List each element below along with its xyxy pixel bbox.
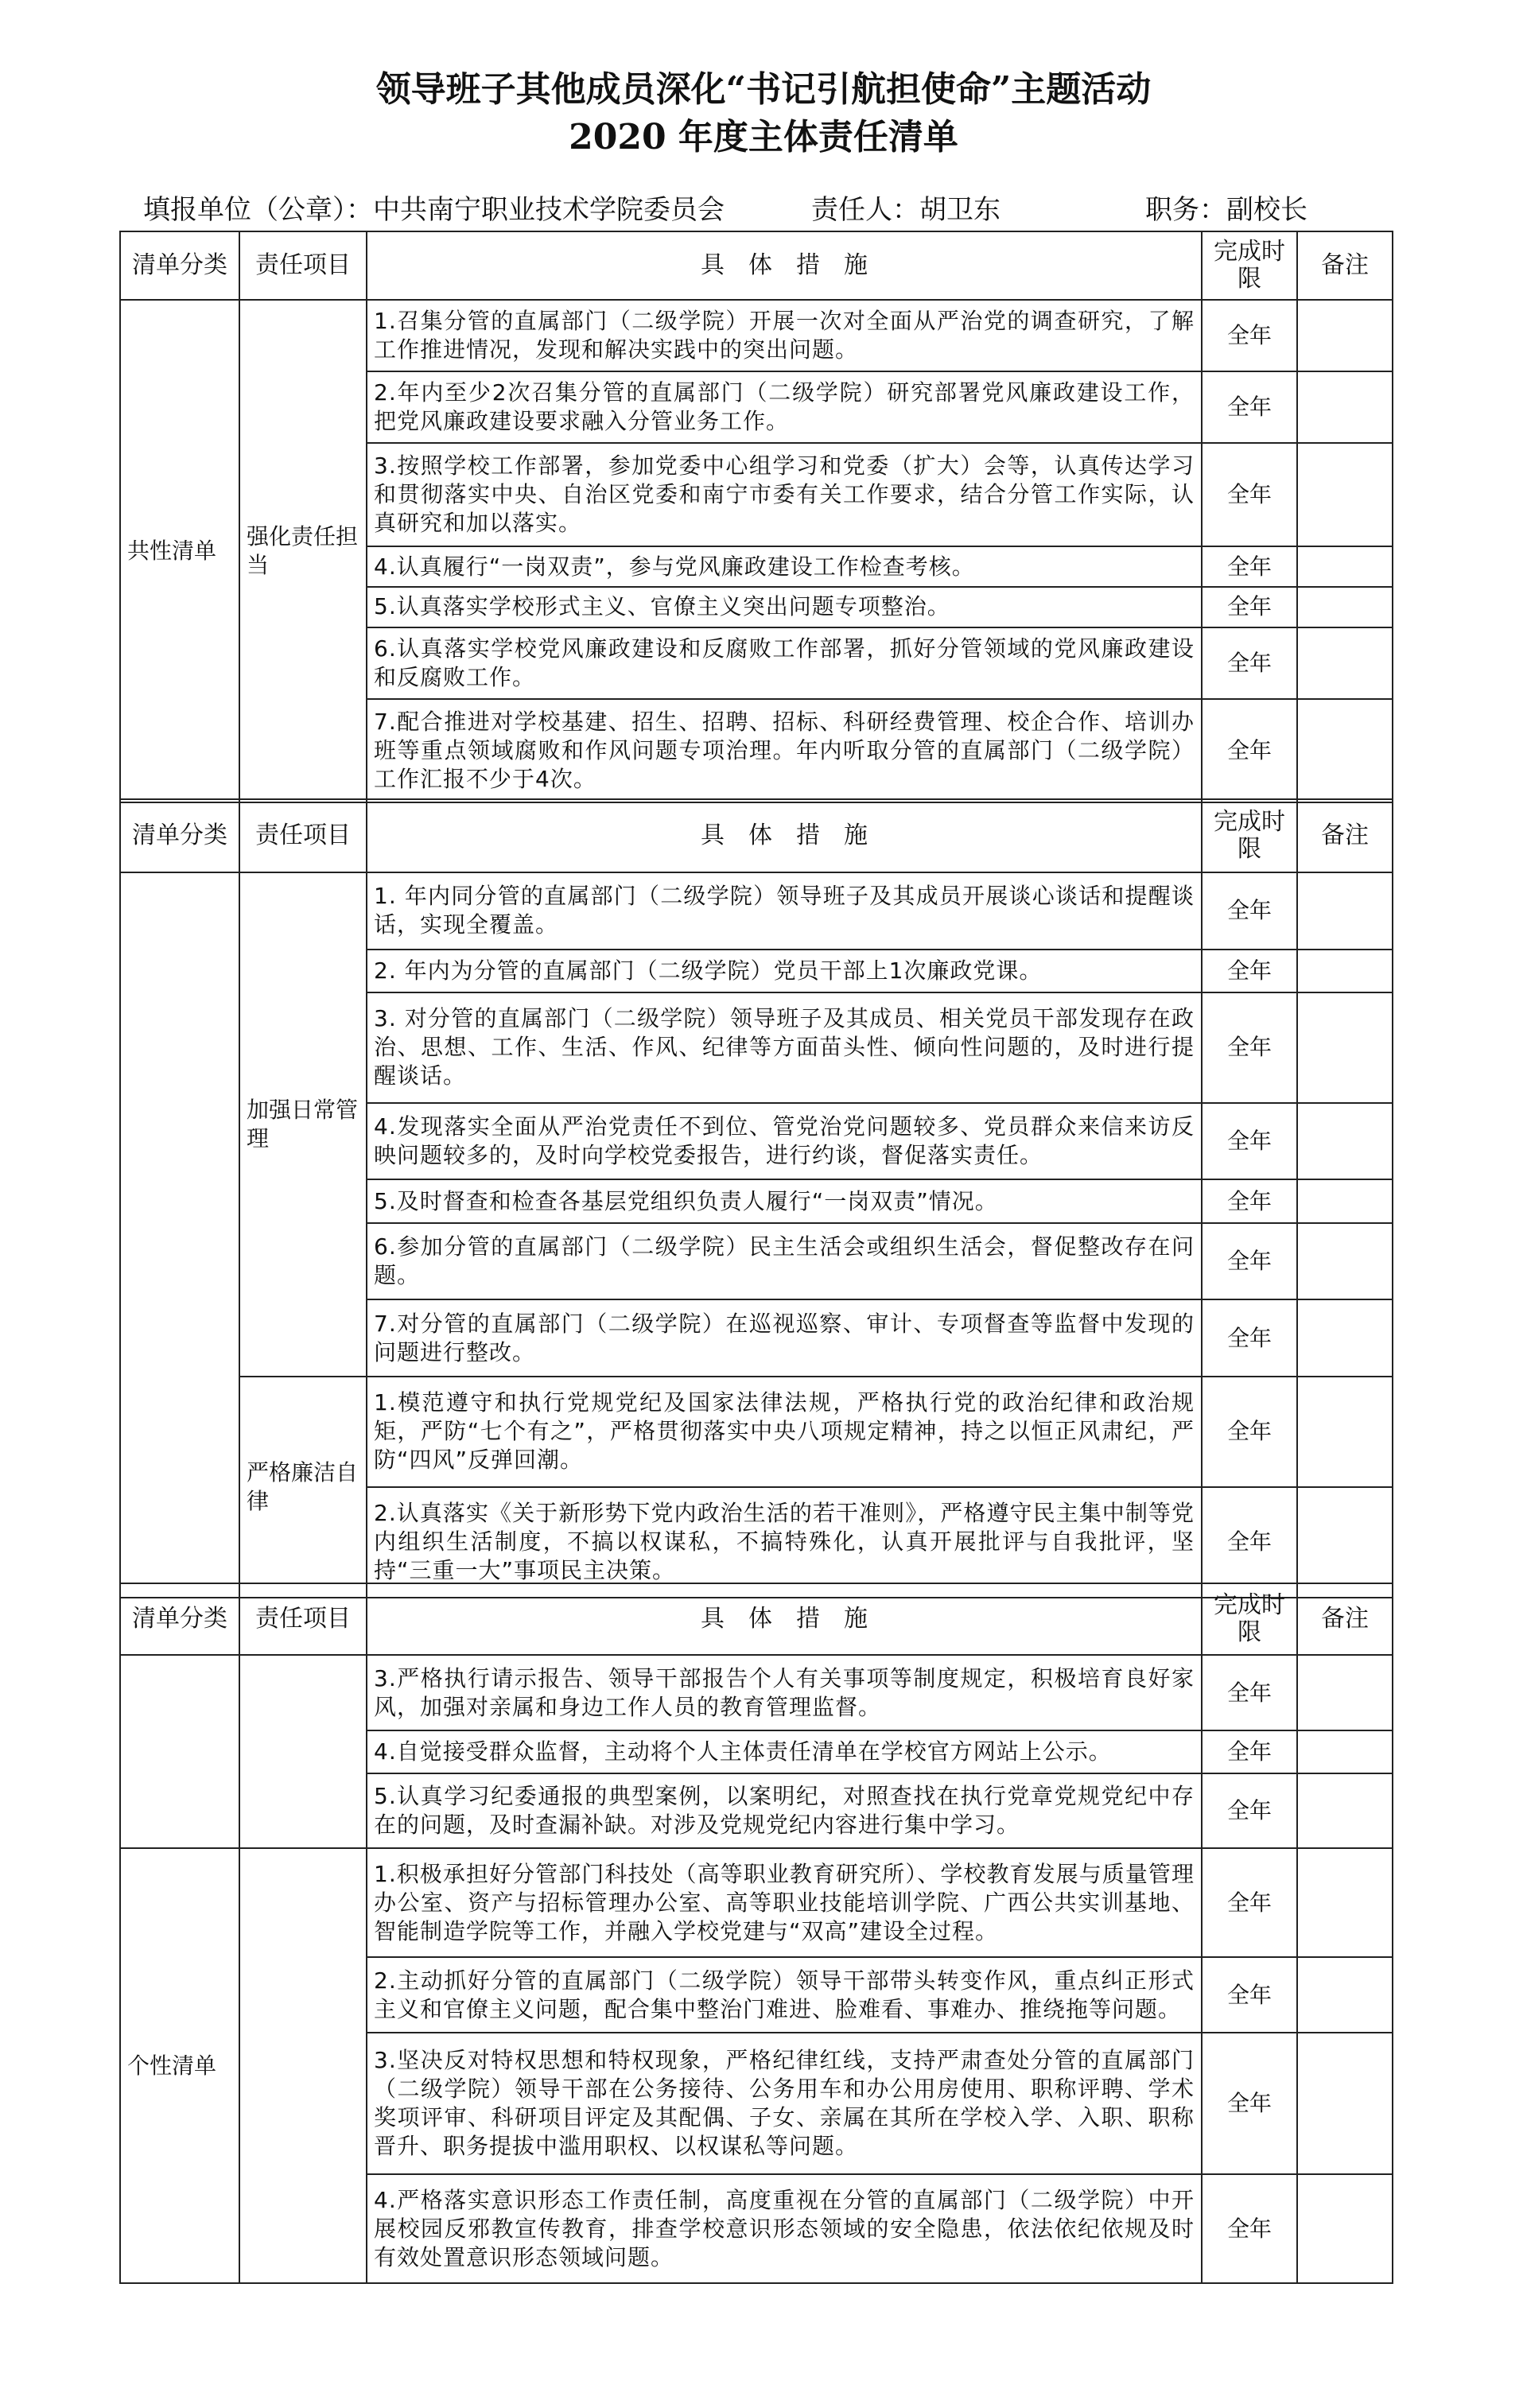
measure-cell: 5.认真学习纪委通报的典型案例，以案明纪，对照查找在执行党章党规党纪中存在的问题，及时查漏补缺。对涉及党规党纪内容进行集中学习。	[367, 1773, 1202, 1849]
deadline-cell: 全年	[1202, 371, 1297, 443]
measure-cell: 5.及时督查和检查各基层党组织负责人履行“一岗双责”情况。	[367, 1179, 1202, 1222]
measure-cell: 7.对分管的直属部门（二级学院）在巡视巡察、审计、专项督查等监督中发现的问题进行整改。	[367, 1299, 1202, 1377]
deadline-cell: 全年	[1202, 699, 1297, 802]
table-header	[120, 799, 1393, 872]
deadline-cell: 全年	[1202, 1299, 1297, 1377]
measure-cell: 6.认真落实学校党风廉政建设和反腐败工作部署，抓好分管领域的党风廉政建设和反腐败工作。	[367, 627, 1202, 699]
deadline-cell: 全年	[1202, 2033, 1297, 2174]
remark-cell	[1297, 1103, 1393, 1180]
deadline-cell: 全年	[1202, 1848, 1297, 1957]
measure-cell: 4.自觉接受群众监督，主动将个人主体责任清单在学校官方网站上公示。	[367, 1730, 1202, 1773]
remark-cell	[1297, 950, 1393, 992]
measure-cell: 4.严格落实意识形态工作责任制，高度重视在分管的直属部门（二级学院）中开展校园反邪教宣传教育，排查学校意识形态领域的安全隐患，依法依纪依规及时有效处置意识形态领域问题。	[367, 2174, 1202, 2283]
remark-cell	[1297, 1730, 1393, 1773]
remark-cell	[1297, 546, 1393, 587]
remark-cell	[1297, 872, 1393, 950]
measure-cell: 1. 年内同分管的直属部门（二级学院）领导班子及其成员开展谈心谈话和提醒谈话，实现全覆盖。	[367, 872, 1202, 950]
remark-cell	[1297, 1773, 1393, 1849]
category-cell	[120, 1655, 239, 1848]
item-cell	[239, 1655, 367, 1848]
header-item: 责任项目	[239, 231, 367, 300]
remark-cell	[1297, 587, 1393, 627]
header-measures: 具 体 措 施	[367, 799, 1202, 872]
measure-cell: 2.主动抓好分管的直属部门（二级学院）领导干部带头转变作风，重点纠正形式主义和官僚主义问题，配合集中整治门难进、脸难看、事难办、推绕拖等问题。	[367, 1957, 1202, 2033]
table-header	[120, 231, 1393, 300]
measure-cell: 3. 对分管的直属部门（二级学院）领导班子及其成员、相关党员干部发现存在政治、思想、工作、生活、作风、纪律等方面苗头性、倾向性问题的，及时进行提醒谈话。	[367, 992, 1202, 1103]
measure-cell: 2.认真落实《关于新形势下党内政治生活的若干准则》，严格遵守民主集中制等党内组织生活制度，不搞以权谋私，不搞特殊化，认真开展批评与自我批评，坚持“三重一大”事项民主决策。	[367, 1487, 1202, 1598]
category-cell	[120, 872, 239, 1598]
deadline-cell: 全年	[1202, 950, 1297, 992]
document-title-line2: 2020 年度主体责任清单	[569, 117, 958, 157]
measure-cell: 1.召集分管的直属部门（二级学院）开展一次对全面从严治党的调查研究，了解工作推进情况，发现和解决实践中的突出问题。	[367, 300, 1202, 371]
remark-cell	[1297, 1377, 1393, 1487]
measure-cell: 5.认真落实学校形式主义、官僚主义突出问题专项整治。	[367, 587, 1202, 627]
header-remark: 备注	[1297, 799, 1393, 872]
remark-cell	[1297, 1179, 1393, 1222]
table-row	[120, 300, 1393, 371]
responsibility-table-2	[119, 798, 1393, 1598]
table-header	[120, 1583, 1393, 1655]
deadline-cell: 全年	[1202, 627, 1297, 699]
category-cell: 个性清单	[120, 1848, 239, 2283]
responsibility-table-1	[119, 231, 1393, 803]
document-title-line1: 领导班子其他成员深化“书记引航担使命”主题活动	[375, 69, 1152, 110]
remark-cell	[1297, 1223, 1393, 1300]
header-remark: 备注	[1297, 231, 1393, 300]
deadline-cell: 全年	[1202, 1957, 1297, 2033]
remark-cell	[1297, 1655, 1393, 1730]
deadline-cell: 全年	[1202, 1730, 1297, 1773]
remark-cell	[1297, 443, 1393, 546]
measure-cell: 1.模范遵守和执行党规党纪及国家法律法规，严格执行党的政治纪律和政治规矩，严防“七个有之”，严格贯彻落实中央八项规定精神，持之以恒正风肃纪，严防“四风”反弹回潮。	[367, 1377, 1202, 1487]
deadline-cell: 全年	[1202, 992, 1297, 1103]
deadline-cell: 全年	[1202, 587, 1297, 627]
remark-cell	[1297, 627, 1393, 699]
remark-cell	[1297, 2033, 1393, 2174]
header-measures: 具 体 措 施	[367, 1583, 1202, 1655]
remark-cell	[1297, 1299, 1393, 1377]
deadline-cell: 全年	[1202, 300, 1297, 371]
remark-cell	[1297, 699, 1393, 802]
deadline-cell: 全年	[1202, 1377, 1297, 1487]
deadline-cell: 全年	[1202, 546, 1297, 587]
table-row	[120, 1848, 1393, 1957]
deadline-cell: 全年	[1202, 1103, 1297, 1180]
item-cell: 加强日常管理	[239, 872, 367, 1377]
deadline-cell: 全年	[1202, 872, 1297, 950]
remark-cell	[1297, 300, 1393, 371]
remark-cell	[1297, 1957, 1393, 2033]
remark-cell	[1297, 1487, 1393, 1598]
header-deadline: 完成时限	[1202, 799, 1297, 872]
measure-cell: 3.坚决反对特权思想和特权现象，严格纪律红线，支持严肃查处分管的直属部门（二级学院）领导干部在公务接待、公务用车和办公用房使用、职称评聘、学术奖项评审、科研项目评定及其配偶、子女、亲属在其所在学校入学、入职、职称晋升、职务提拔中滥用职权、以权谋私等问题。	[367, 2033, 1202, 2174]
item-cell: 强化责任担当	[239, 300, 367, 802]
table-row	[120, 1377, 1393, 1487]
responsibility-table-3	[119, 1583, 1393, 2284]
remark-cell	[1297, 1848, 1393, 1957]
meta-line	[143, 188, 1307, 227]
deadline-cell: 全年	[1202, 443, 1297, 546]
remark-cell	[1297, 371, 1393, 443]
measure-cell: 7.配合推进对学校基建、招生、招聘、招标、科研经费管理、校企合作、培训办班等重点领域腐败和作风问题专项治理。年内听取分管的直属部门（二级学院）工作汇报不少于4次。	[367, 699, 1202, 802]
measure-cell: 2. 年内为分管的直属部门（二级学院）党员干部上1次廉政党课。	[367, 950, 1202, 992]
deadline-cell: 全年	[1202, 1487, 1297, 1598]
header-item: 责任项目	[239, 799, 367, 872]
measure-cell: 2.年内至少2次召集分管的直属部门（二级学院）研究部署党风廉政建设工作，把党风廉政建设要求融入分管业务工作。	[367, 371, 1202, 443]
deadline-cell: 全年	[1202, 1655, 1297, 1730]
remark-cell	[1297, 2174, 1393, 2283]
position-title: 职务：副校长	[1145, 194, 1307, 226]
header-item: 责任项目	[239, 1583, 367, 1655]
header-category: 清单分类	[120, 799, 239, 872]
item-cell: 严格廉洁自律	[239, 1377, 367, 1598]
reporting-unit: 填报单位（公章）：中共南宁职业技术学院委员会	[143, 194, 725, 226]
header-deadline: 完成时限	[1202, 231, 1297, 300]
header-measures: 具 体 措 施	[367, 231, 1202, 300]
deadline-cell: 全年	[1202, 1223, 1297, 1300]
deadline-cell: 全年	[1202, 1179, 1297, 1222]
header-deadline: 完成时限	[1202, 1583, 1297, 1655]
header-category: 清单分类	[120, 231, 239, 300]
measure-cell: 4.发现落实全面从严治党责任不到位、管党治党问题较多、党员群众来信来访反映问题较多的，及时向学校党委报告，进行约谈，督促落实责任。	[367, 1103, 1202, 1180]
header-remark: 备注	[1297, 1583, 1393, 1655]
measure-cell: 3.按照学校工作部署，参加党委中心组学习和党委（扩大）会等，认真传达学习和贯彻落实中央、自治区党委和南宁市委有关工作要求，结合分管工作实际，认真研究和加以落实。	[367, 443, 1202, 546]
table-row	[120, 1655, 1393, 1730]
measure-cell: 4.认真履行“一岗双责”，参与党风廉政建设工作检查考核。	[367, 546, 1202, 587]
deadline-cell: 全年	[1202, 2174, 1297, 2283]
responsible-person: 责任人：胡卫东	[811, 194, 1001, 226]
deadline-cell: 全年	[1202, 1773, 1297, 1849]
measure-cell: 3.严格执行请示报告、领导干部报告个人有关事项等制度规定，积极培育良好家风，加强对亲属和身边工作人员的教育管理监督。	[367, 1655, 1202, 1730]
table-row	[120, 872, 1393, 950]
measure-cell: 6.参加分管的直属部门（二级学院）民主生活会或组织生活会，督促整改存在问题。	[367, 1223, 1202, 1300]
remark-cell	[1297, 992, 1393, 1103]
category-cell: 共性清单	[120, 300, 239, 802]
item-cell	[239, 1848, 367, 2283]
measure-cell: 1.积极承担好分管部门科技处（高等职业教育研究所）、学校教育发展与质量管理办公室、资产与招标管理办公室、高等职业技能培训学院、广西公共实训基地、智能制造学院等工作，并融入学校党建与“双高”建设全过程。	[367, 1848, 1202, 1957]
header-category: 清单分类	[120, 1583, 239, 1655]
